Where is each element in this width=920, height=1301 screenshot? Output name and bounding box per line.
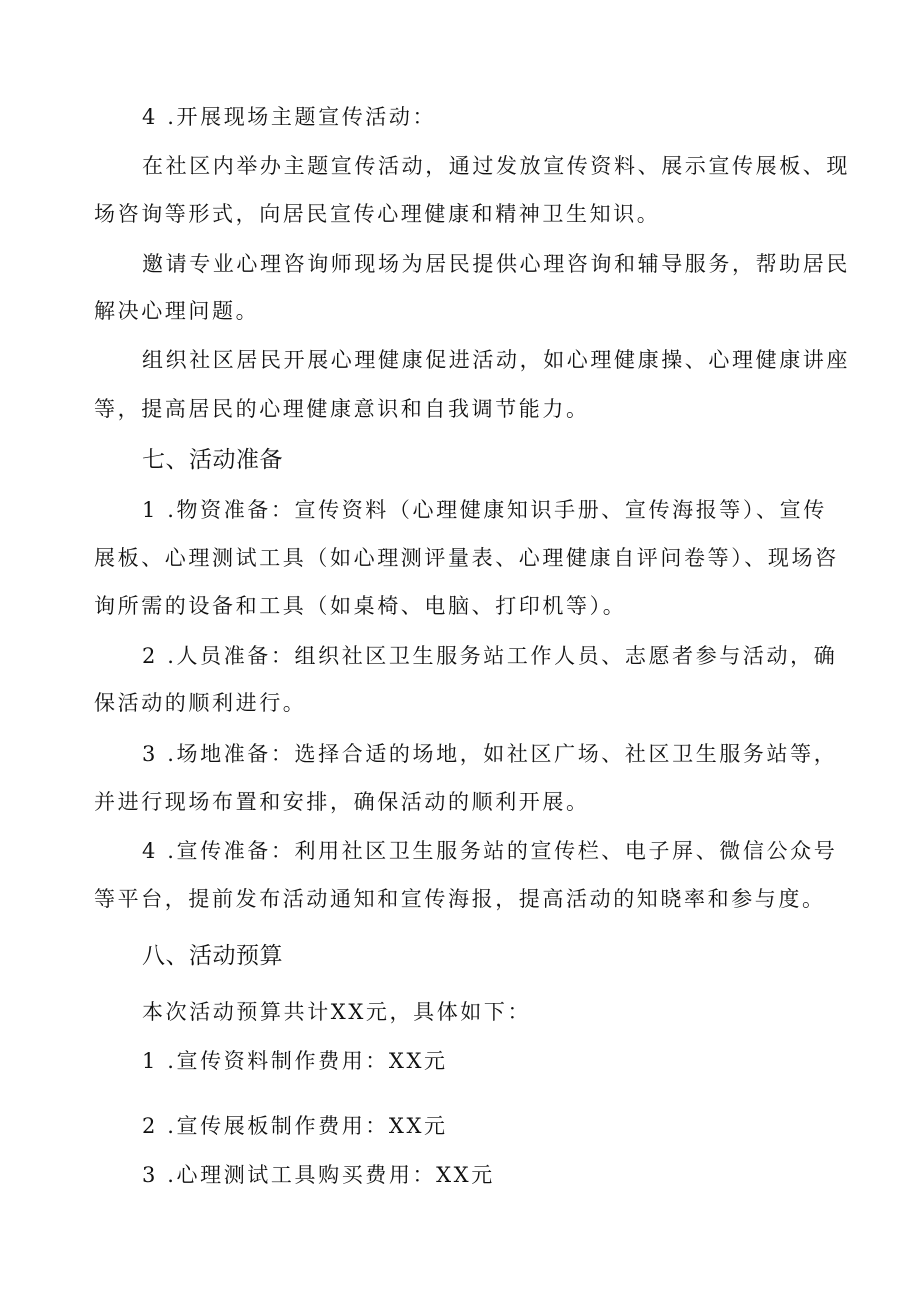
section-7-item-1-line-3: 询所需的设备和工具（如桌椅、电脑、打印机等）。	[94, 594, 627, 618]
section-7-item-2-line-2: 保活动的顺利进行。	[94, 691, 307, 715]
section-7-item-1-line-2: 展板、心理测试工具（如心理测评量表、心理健康自评问卷等）、现场咨	[94, 546, 839, 570]
section-8-heading: 八、活动预算	[142, 943, 283, 969]
section-7-item-4-line-2: 等平台，提前发布活动通知和宣传海报，提高活动的知晓率和参与度。	[94, 887, 826, 911]
paragraph-3-line-1: 组织社区居民开展心理健康促进活动，如心理健康操、心理健康讲座	[142, 348, 850, 372]
section-8-item-3: 3 .心理测试工具购买费用：XX元	[142, 1163, 495, 1187]
section-7-heading: 七、活动准备	[142, 447, 283, 473]
paragraph-2-line-2: 解决心理问题。	[94, 299, 260, 323]
section-7-item-3-line-1: 3 .场地准备：选择合适的场地，如社区广场、社区卫生服务站等，	[142, 742, 838, 766]
section-8-intro: 本次活动预算共计XX元，具体如下：	[142, 1000, 532, 1024]
section-7-item-2-line-1: 2 .人员准备：组织社区卫生服务站工作人员、志愿者参与活动，确	[142, 644, 838, 668]
paragraph-3-line-2: 等，提高居民的心理健康意识和自我调节能力。	[94, 397, 590, 421]
section-7-item-4-line-1: 4 .宣传准备：利用社区卫生服务站的宣传栏、电子屏、微信公众号	[142, 839, 838, 863]
section-8-item-1: 1 .宣传资料制作费用：XX元	[142, 1049, 448, 1073]
paragraph-1-line-2: 场咨询等形式，向居民宣传心理健康和精神卫生知识。	[94, 202, 661, 226]
section-8-item-2: 2 .宣传展板制作费用：XX元	[142, 1114, 448, 1138]
section-7-item-3-line-2: 并进行现场布置和安排，确保活动的顺利开展。	[94, 790, 590, 814]
paragraph-1-line-1: 在社区内举办主题宣传活动，通过发放宣传资料、展示宣传展板、现	[142, 154, 850, 178]
item-4-title: 4 .开展现场主题宣传活动：	[142, 105, 437, 129]
section-7-item-1-line-1: 1 .物资准备：宣传资料（心理健康知识手册、宣传海报等）、宣传	[142, 498, 827, 522]
paragraph-2-line-1: 邀请专业心理咨询师现场为居民提供心理咨询和辅导服务，帮助居民	[142, 252, 850, 276]
